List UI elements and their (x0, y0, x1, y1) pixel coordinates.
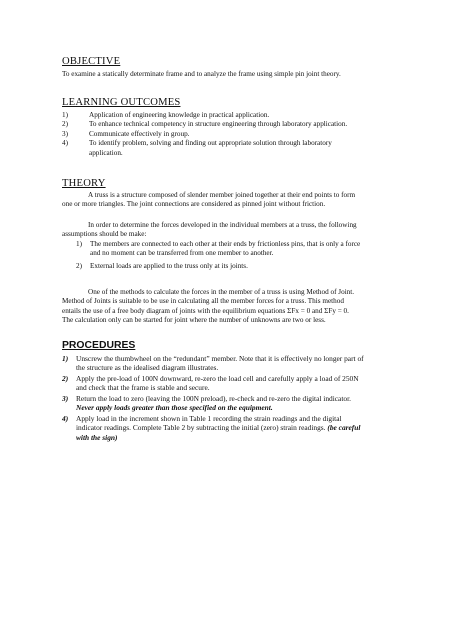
list-item (62, 139, 434, 148)
objective-text: To examine a statically determinate frame and to analyze the frame using simple pin joint theory. (62, 70, 341, 78)
text-line: One of the methods to calculate the forces in the member of a truss is using Method of Joint. (88, 288, 355, 296)
list-item-continuation (62, 149, 434, 158)
text-line: the structure as the idealised diagram illustrates. (76, 363, 219, 373)
item-number: 2) (62, 374, 69, 383)
procedures-heading: PROCEDURES (62, 340, 136, 351)
item-number: 1) (62, 111, 68, 119)
learning-outcomes-list (62, 111, 434, 158)
text-line: A truss is a structure composed of slender member joined together at their end points to form (88, 191, 356, 199)
item-text (90, 240, 430, 259)
item-text: To enhance technical competency in structure engineering through laboratory application. (89, 120, 348, 129)
text-line: Method of Joints is suitable to be use in calculating all the member forces for a truss. This method (62, 297, 344, 306)
item-number: 1) (62, 354, 69, 363)
text-line: The members are connected to each other at their ends by frictionless pins, that is only a force (90, 240, 361, 248)
text-line: Apply load in the increment shown in Table 1 recording the strain readings and the digital (76, 414, 342, 423)
item-text: application. (89, 148, 123, 157)
caution-text-tail: with the sign) (76, 432, 118, 442)
warning-text: Never apply loads greater than those specified on the equipment. (76, 403, 273, 413)
text-line: Return the load to zero (leaving the 100N preload), re-check and re-zero the digital indicator. (76, 394, 351, 403)
item-text: Application of engineering knowledge in practical application. (89, 111, 270, 119)
item-number: 4) (62, 139, 68, 148)
text-fragment: indicator readings. Complete Table 2 by subtracting the initial (zero) strain readings. (76, 423, 326, 433)
text-line: Unscrew the thumbwheel on the “redundant” member. Note that it is effectively no longer part of (76, 354, 364, 363)
theory-paragraph-1 (62, 191, 434, 210)
item-text (90, 262, 430, 271)
procedures-list (62, 354, 434, 464)
item-number: 3) (62, 129, 68, 138)
item-text: To identify problem, solving and finding out appropriate solution through laboratory (89, 139, 332, 148)
item-text (76, 394, 434, 413)
item-number: 4) (62, 414, 69, 423)
theory-paragraph-2 (62, 221, 434, 240)
item-number: 2) (76, 262, 82, 270)
text-line: one or more triangles. The joint connections are considered as pinned joint without friction. (62, 200, 326, 209)
text-line: assumptions should be make: (62, 230, 147, 239)
list-item (62, 111, 434, 120)
text-line: entails the use of a free body diagram of joints with the equilibrium equations ΣFx = 0 and ΣFy = 0. (62, 306, 349, 315)
objective-heading: OBJECTIVE (62, 56, 121, 67)
text-line: and no moment can be transferred from one member to another. (90, 249, 274, 258)
theory-paragraph-3 (62, 288, 434, 326)
learning-outcomes-heading: LEARNING OUTCOMES (62, 97, 181, 108)
text-line: In order to determine the forces developed in the individual members at a truss, the following (88, 221, 357, 229)
item-text (76, 374, 434, 393)
text-line: and check that the frame is stable and secure. (76, 383, 210, 393)
caution-text: (be careful (327, 423, 361, 433)
theory-heading: THEORY (62, 178, 106, 189)
item-number: 3) (62, 394, 69, 403)
item-number: 2) (62, 120, 68, 129)
text-line: The calculation only can be started for joint where the number of unknowns are two or less. (62, 316, 326, 325)
item-number: 1) (76, 240, 82, 248)
text-line (76, 423, 434, 432)
text-line: External loads are applied to the truss only at its joints. (90, 262, 248, 270)
list-item (62, 120, 434, 129)
item-text (76, 414, 434, 442)
text-line: Apply the pre-load of 100N downward, re-zero the load cell and carefully apply a load of 250N (76, 374, 359, 383)
item-text (76, 354, 434, 373)
list-item (62, 130, 434, 139)
item-text: Communicate effectively in group. (89, 129, 190, 138)
